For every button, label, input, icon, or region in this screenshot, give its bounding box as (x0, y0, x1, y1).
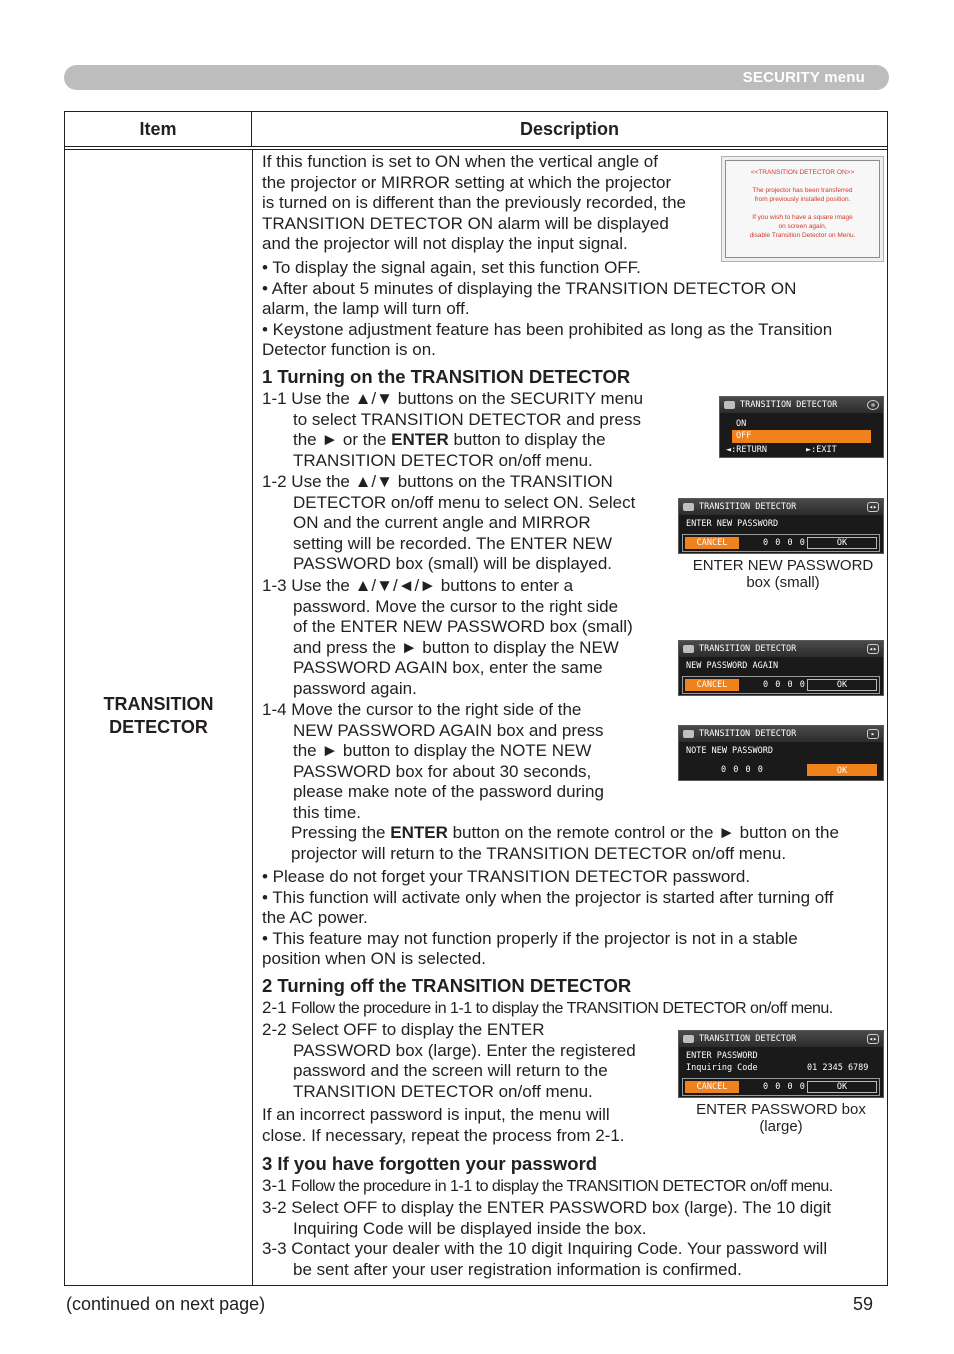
step-3-1-line (262, 1176, 833, 1198)
osd-title: TRANSITION DETECTOR (699, 502, 797, 512)
text-run: Follow the procedure in 1-1 to display the TRANSITION DETECTOR on/off menu. (291, 1178, 833, 1195)
step-1-4-line: PASSWORD box for about 30 seconds, (293, 761, 592, 781)
step-1-2-line: 1-2 Use the ▲/▼ buttons on the TRANSITION (262, 472, 613, 491)
intro-line: is turned on is different than the previously recorded, the (262, 193, 686, 212)
settings-icon: ✲ (867, 400, 879, 410)
step-1-1-line: 1-1 Use the ▲/▼ buttons on the SECURITY menu (262, 389, 644, 408)
incorrect-line: close. If necessary, repeat the process from 2-1. (262, 1125, 625, 1145)
step-1-4-line: NEW PASSWORD AGAIN box and press (293, 720, 604, 740)
osd-title-bar (679, 641, 883, 657)
osd-return-hint: ◄:RETURN (726, 445, 767, 455)
step-2-2-line: TRANSITION DETECTOR on/off menu. (293, 1081, 593, 1101)
note-line: • This feature may not function properly if the projector is not in a stable (262, 928, 798, 948)
osd-inquiring-code: 01 2345 6789 (807, 1063, 869, 1073)
osd-option-on: ON (736, 419, 747, 429)
step-1-3-line: of the ENTER NEW PASSWORD box (small) (293, 617, 633, 636)
step-1-3-line: password again. (293, 678, 417, 698)
note-line: • To display the signal again, set this function OFF. (262, 258, 641, 277)
text-run: Pressing the (291, 823, 391, 842)
step-1-4-line: the ► button to display the NOTE NEW (293, 741, 592, 760)
text-run: Follow the procedure in 1-1 to display the TRANSITION DETECTOR on/off menu. (291, 1000, 833, 1017)
projector-icon (683, 730, 694, 738)
osd-digits: 0 0 0 0 (763, 538, 806, 548)
page-number: 59 (853, 1294, 874, 1314)
column-header-description: Description (519, 119, 620, 139)
continued-note: (continued on next page) (66, 1294, 266, 1314)
step-1-2-line: DETECTOR on/off menu to select ON. Select (293, 492, 636, 512)
alarm-line: disable Transition Detector on Menu. (749, 232, 856, 239)
nav-arrows-icon: ◂▸ (868, 1035, 878, 1043)
step-2-2-line: password and the screen will return to the (293, 1061, 608, 1080)
step-number: 3-1 (262, 1176, 292, 1195)
caption-small (679, 557, 887, 591)
nav-arrows-icon: ◂▸ (868, 645, 878, 653)
osd-digits: 0 0 0 0 (763, 1082, 806, 1092)
step-1-4-line: please make note of the password during (293, 782, 604, 801)
osd-title: TRANSITION DETECTOR (699, 1034, 797, 1044)
intro-line: the projector or MIRROR setting at which the projector (262, 172, 672, 192)
osd-password-field (682, 1078, 880, 1096)
section-header-bar (64, 65, 889, 90)
step-2-2-line: PASSWORD box (large). Enter the registered (293, 1040, 636, 1060)
note-line: the AC power. (262, 908, 368, 927)
projector-icon (683, 1035, 694, 1043)
osd-label: ENTER PASSWORD (686, 1051, 758, 1061)
osd-digits: 0 0 0 0 (721, 765, 764, 775)
note-line: • This function will activate only when the projector is started after turning off (262, 887, 834, 907)
osd-ok: OK (807, 679, 877, 691)
alarm-line: If you wish to have a square image (752, 214, 853, 221)
item-name-line: DETECTOR (109, 717, 208, 737)
osd-title: TRANSITION DETECTOR (740, 400, 838, 410)
note-line: Detector function is on. (262, 340, 436, 359)
section-title: SECURITY menu (742, 69, 865, 86)
step-number: 2-1 (262, 998, 292, 1017)
enter-key-label: ENTER (390, 823, 448, 842)
note-line: • Please do not forget your TRANSITION DETECTOR password. (262, 867, 751, 886)
projector-icon (683, 503, 694, 511)
step-1-1-line (293, 430, 606, 451)
note-line: • Keystone adjustment feature has been prohibited as long as the Transition (262, 319, 833, 339)
osd-title: TRANSITION DETECTOR (699, 729, 797, 739)
caption-large (679, 1101, 883, 1135)
step-1-4-line: this time. (293, 802, 362, 822)
osd-label: NEW PASSWORD AGAIN (686, 661, 779, 671)
section-3-heading: 3 If you have forgotten your password (262, 1153, 598, 1174)
column-header-item: Item (65, 112, 252, 147)
osd-title-bar (679, 726, 883, 742)
osd-enter-password (678, 1030, 884, 1098)
step-2-2-line: 2-2 Select OFF to display the ENTER (262, 1020, 545, 1039)
alarm-line: from previously installed position. (754, 196, 851, 203)
header-gap (65, 147, 887, 150)
osd-note-new-password (678, 725, 884, 781)
step-1-2-line: setting will be recorded. The ENTER NEW (293, 533, 613, 553)
press-enter-line (291, 823, 839, 844)
section-1-heading: 1 Turning on the TRANSITION DETECTOR (262, 366, 631, 387)
caption-line: ENTER NEW PASSWORD (692, 557, 874, 574)
intro-line: TRANSITION DETECTOR ON alarm will be displayed (262, 213, 669, 233)
caption-line: box (small) (746, 574, 820, 591)
step-1-3-line: password. Move the cursor to the right side (293, 596, 619, 616)
osd-ok: OK (807, 1081, 877, 1093)
osd-ok: OK (807, 764, 877, 776)
column-divider (252, 150, 253, 1285)
osd-onoff-menu (719, 396, 884, 458)
step-1-2-line: ON and the current angle and MIRROR (293, 513, 591, 532)
item-name-line: TRANSITION (103, 694, 214, 714)
caption-line: ENTER PASSWORD box (696, 1101, 866, 1118)
osd-password-field (682, 534, 880, 552)
osd-password-field (682, 761, 880, 779)
alarm-message (725, 160, 880, 258)
note-line: • After about 5 minutes of displaying the TRANSITION DETECTOR ON (262, 278, 797, 298)
text-run: the ► or the (293, 430, 392, 449)
step-1-3-line: 1-3 Use the ▲/▼/◄/► buttons to enter a (262, 576, 574, 595)
osd-label: NOTE NEW PASSWORD (686, 746, 773, 756)
osd-title-bar (720, 397, 883, 413)
step-1-1-line: TRANSITION DETECTOR on/off menu. (293, 450, 593, 470)
section-2-heading: 2 Turning off the TRANSITION DETECTOR (262, 975, 632, 996)
step-1-1-line: to select TRANSITION DETECTOR and press (293, 409, 641, 429)
note-line: alarm, the lamp will turn off. (262, 299, 470, 318)
osd-cancel: CANCEL (685, 679, 739, 691)
step-1-2-line: PASSWORD box (small) will be displayed. (293, 554, 612, 573)
nav-arrows-icon: ◂▸ (868, 503, 878, 511)
osd-label: ENTER NEW PASSWORD (686, 519, 779, 529)
enter-key-label: ENTER (391, 430, 449, 449)
osd-cancel: CANCEL (685, 1081, 739, 1093)
projector-icon (724, 401, 735, 409)
step-3-2-line: 3-2 Select OFF to display the ENTER PASSWORD box (large). The 10 digit (262, 1198, 832, 1217)
press-enter-line: projector will return to the TRANSITION DETECTOR on/off menu. (291, 843, 787, 863)
incorrect-line: If an incorrect password is input, the menu will (262, 1105, 610, 1124)
osd-enter-new-password (678, 498, 884, 554)
osd-ok: OK (807, 537, 877, 549)
intro-line: and the projector will not display the input signal. (262, 234, 628, 253)
item-name (65, 693, 252, 739)
step-1-3-line: PASSWORD AGAIN box, enter the same (293, 658, 603, 677)
alarm-line: <<TRANSITION DETECTOR ON>> (750, 169, 855, 176)
osd-password-field (682, 676, 880, 694)
osd-option-off: OFF (732, 430, 871, 443)
osd-title-bar (679, 499, 883, 515)
osd-new-password-again (678, 640, 884, 696)
projector-icon (683, 645, 694, 653)
step-1-4-line: 1-4 Move the cursor to the right side of the (262, 700, 582, 719)
step-3-3-line: be sent after your user registration information is confirmed. (293, 1259, 742, 1279)
step-3-2-line: Inquiring Code will be displayed inside the box. (293, 1218, 647, 1238)
note-line: position when ON is selected. (262, 949, 486, 968)
next-arrow-icon: ▸ (867, 729, 879, 739)
osd-cancel: CANCEL (685, 537, 739, 549)
table-header (65, 112, 887, 147)
osd-exit-hint: ►:EXIT (806, 445, 837, 455)
step-3-3-line: 3-3 Contact your dealer with the 10 digit Inquiring Code. Your password will (262, 1239, 828, 1258)
alarm-line: The projector has been transferred (752, 187, 853, 194)
intro-line: If this function is set to ON when the vertical angle of (262, 152, 658, 171)
transition-alarm-screenshot (721, 156, 884, 262)
text-run: button on the remote control or the ► button on the (447, 823, 839, 842)
step-2-1-line (262, 998, 833, 1020)
step-1-3-line: and press the ► button to display the NEW (293, 637, 619, 657)
osd-digits: 0 0 0 0 (763, 680, 806, 690)
text-run: button to display the (448, 430, 606, 449)
osd-title: TRANSITION DETECTOR (699, 644, 797, 654)
alarm-line: on screen again, (778, 223, 827, 230)
caption-line: (large) (759, 1118, 803, 1135)
osd-title-bar (679, 1031, 883, 1047)
osd-inquiring-label: Inquiring Code (686, 1063, 758, 1073)
